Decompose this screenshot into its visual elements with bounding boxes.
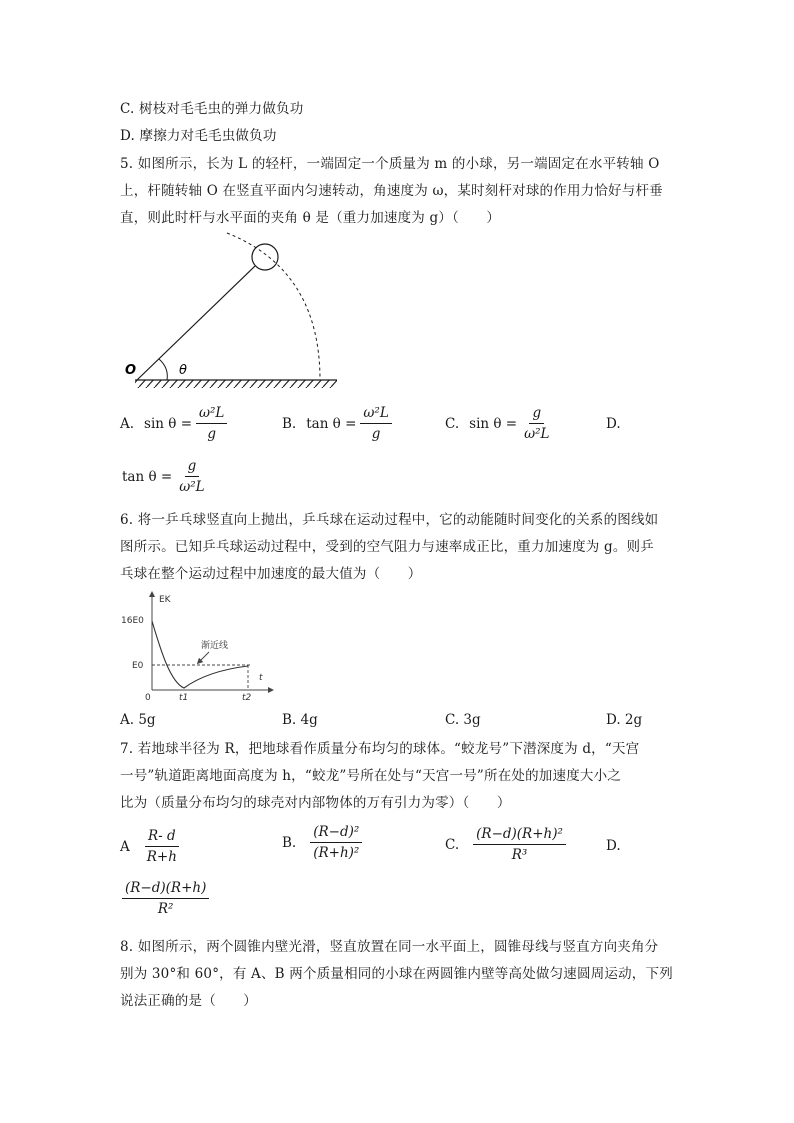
q5-stem-line3: 直，则此时杆与水平面的夹角 θ 是（重力加速度为 g）（ ） (120, 210, 501, 226)
y-tick-16e0: 16E0 (121, 616, 144, 626)
q7-option-d-label: D. (606, 838, 621, 854)
q7-option-b: B. $\frac{\text{(R−d)²}}{\text{(R+h)²}}$ (282, 824, 362, 861)
q6-option-c: C. 3g (445, 712, 481, 728)
q6-stem-line3: 乓球在整个运动过程中加速度的最大值为（ ） (120, 566, 422, 582)
q7-option-c: C. $\frac{\text{(R−d)(R+h)²}}{\text{R³}}$ (445, 826, 566, 863)
asymptote-label: 渐近线 (201, 641, 229, 651)
q5-stem-line1: 5. 如图所示，长为 L 的轻杆，一端固定一个质量为 m 的小球，另一端固定在水平转轴 O (120, 156, 660, 172)
x-tick-t2: t2 (242, 693, 252, 703)
angle-arc (159, 359, 167, 380)
ground-hatch (135, 380, 337, 388)
q5-option-c: C. sin θ = $\frac{g}{\text{ω²L}}$ (445, 405, 550, 442)
q7-option-a: A $\frac{R- d}{R+h}$ (120, 828, 177, 865)
x-tick-t1: t1 (179, 693, 189, 703)
q6-option-b: B. 4g (282, 712, 318, 728)
q7-stem-line3: 比为（质量分布均匀的球壳对内部物体的万有引力为零）（ ） (120, 795, 511, 811)
q5-option-d: tan θ = $\frac{g}{\text{ω²L}}$ (122, 458, 205, 495)
q6-stem-line2: 图所示。已知乒乓球运动过程中，受到的空气阻力与速率成正比，重力加速度为 g。则乒 (120, 539, 654, 555)
q8-stem-line3: 说法正确的是（ ） (120, 993, 257, 1009)
angle-label-theta: θ (179, 363, 187, 378)
q6-option-d: D. 2g (606, 712, 643, 728)
x-axis-label: t (259, 673, 263, 683)
y-axis-label: EK (159, 595, 171, 605)
q5-stem-line2: 上，杆随转轴 O 在竖直平面内匀速转动，角速度为 ω，某时刻杆对球的作用力恰好与杆垂 (120, 183, 663, 199)
q5-option-b: B. tan θ = $\frac{\text{ω²L}}{g}$ (282, 405, 392, 442)
q5-option-d-label: D. (606, 416, 621, 432)
origin-label: 0 (145, 693, 151, 703)
q7-stem-line2: 一号”轨道距离地面高度为 h，“蛟龙”号所在处与“天宫一号”所在处的加速度大小之 (120, 768, 621, 784)
ek-curve (152, 621, 248, 688)
q6-option-a: A. 5g (120, 712, 156, 728)
q8-stem-line1: 8. 如图所示，两个圆锥内壁光滑，竖直放置在同一水平面上，圆锥母线与竖直方向夹角分 (120, 939, 659, 955)
q6-stem-line1: 6. 将一乒乓球竖直向上抛出，乒乓球在运动过程中，它的动能随时间变化的关系的图线如 (120, 512, 659, 528)
q5-option-a: A. sin θ = $\frac{\text{ω²L}}{g}$ (120, 405, 227, 442)
pivot-label-o: O (125, 363, 137, 378)
y-tick-e0: E0 (132, 661, 144, 671)
rod (137, 266, 255, 380)
q7-stem-line1: 7. 若地球半径为 R，把地球看作质量分布均匀的球体。“蛟龙号”下潜深度为 d，“天宫 (120, 741, 640, 757)
q4-option-c: C. 树枝对毛毛虫的弹力做负功 (120, 101, 304, 117)
q7-option-d: $\frac{(R-d)(R+h)}{\text{R²}}$ (118, 880, 209, 917)
q8-stem-line2: 别为 30°和 60°，有 A、B 两个质量相同的小球在两圆锥内壁等高处做匀速圆周运动，下列 (120, 966, 673, 982)
q6-ek-graph (115, 588, 275, 706)
q5-figure (115, 225, 345, 390)
asymptote-pointer (199, 652, 209, 662)
q4-option-d: D. 摩擦力对毛毛虫做负功 (120, 128, 277, 144)
